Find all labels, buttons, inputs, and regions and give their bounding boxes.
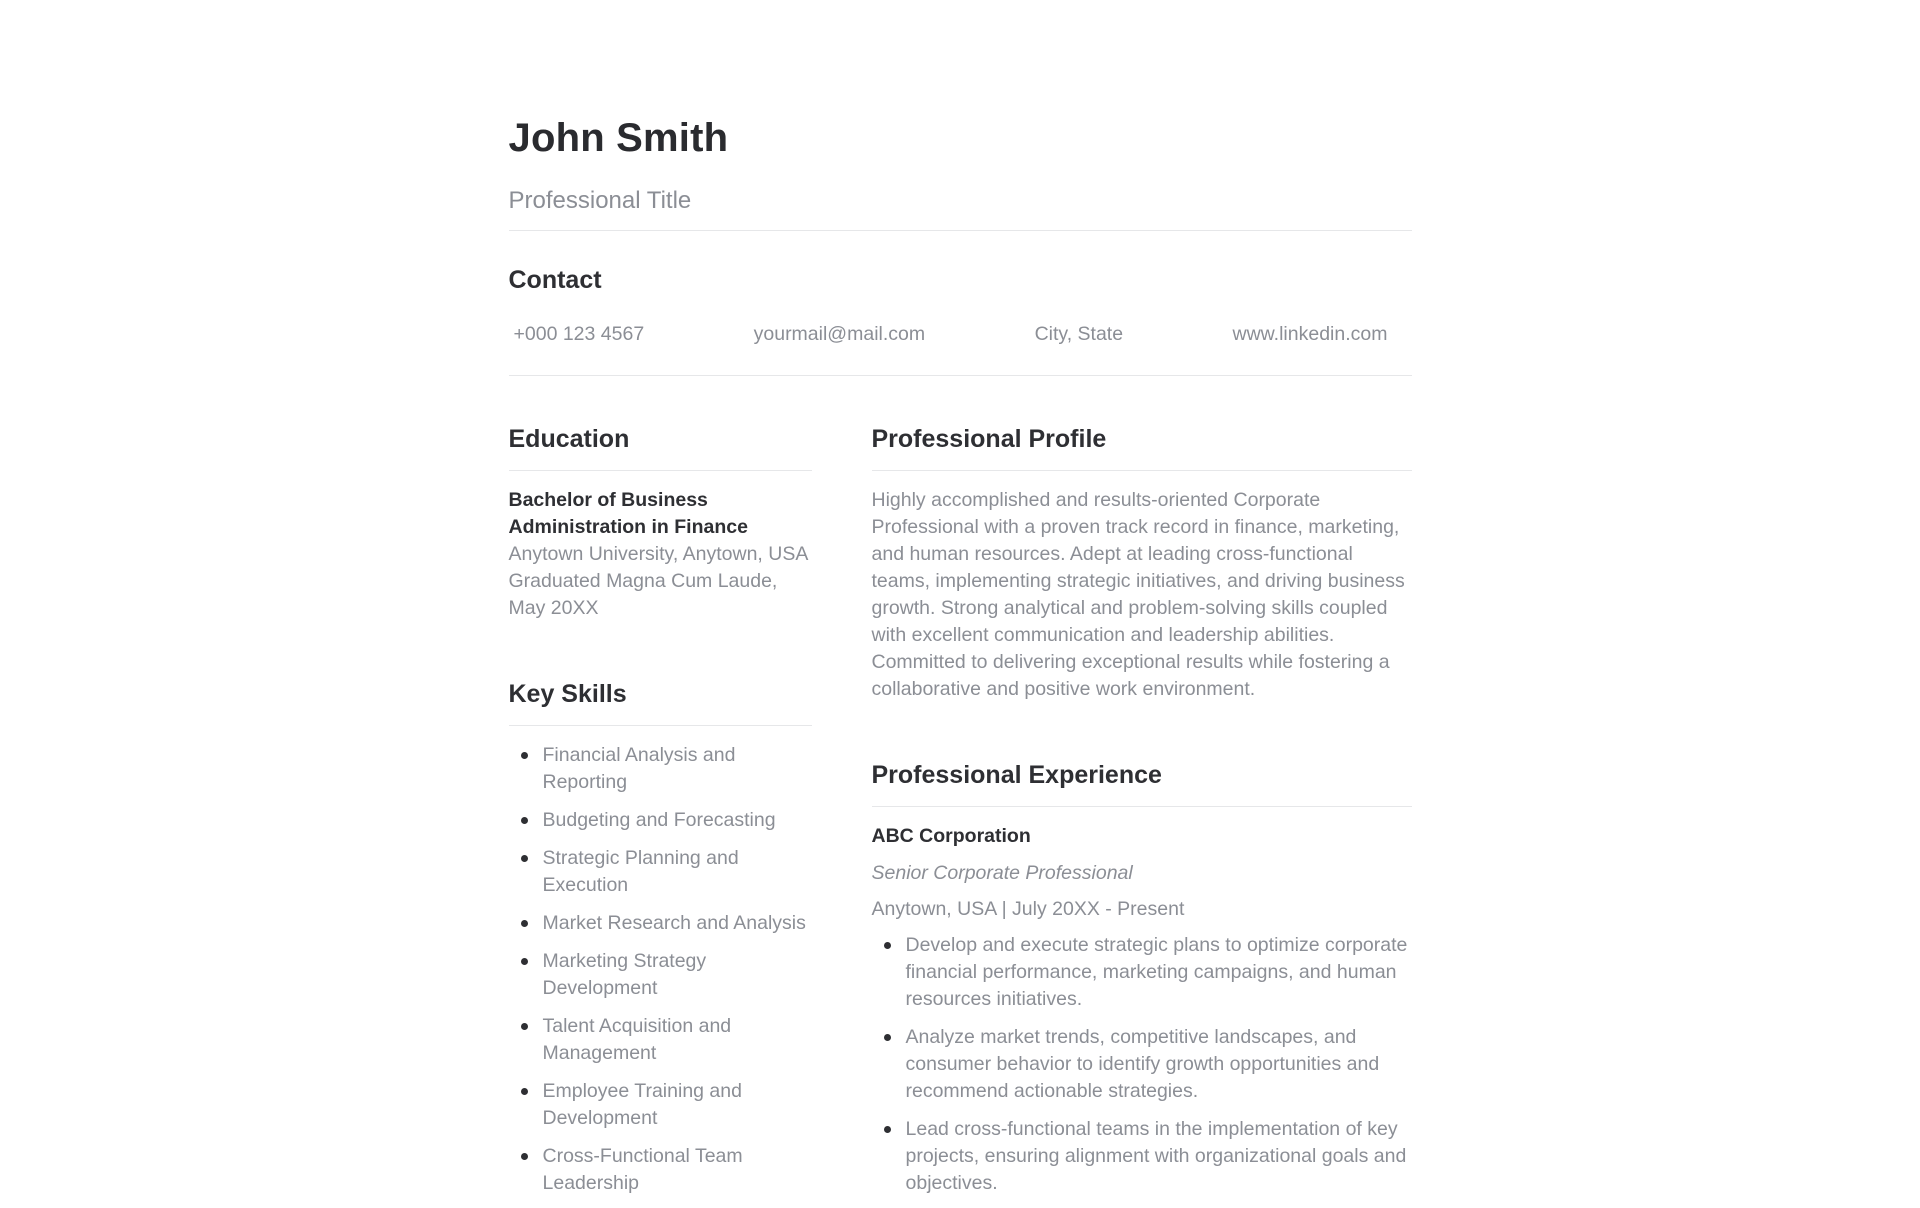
- professional-profile-section: [872, 424, 1412, 703]
- skill-item: Market Research and Analysis: [543, 910, 812, 937]
- contact-item: +000 123 4567: [513, 323, 645, 345]
- experience-bullet: Lead cross-functional teams in the implementation of key projects, ensuring alignment with organizational goals and objectives.: [906, 1116, 1412, 1197]
- name-heading: John Smith: [508, 116, 729, 160]
- skill-item: Strategic Planning and Execution: [543, 845, 812, 899]
- contact-divider: [509, 375, 1412, 376]
- degree-title: Bachelor of Business Administration in Finance: [508, 489, 748, 538]
- header-divider: [509, 230, 1412, 231]
- skill-item: Cross-Functional Team Leadership: [543, 1143, 812, 1197]
- resume-header: [509, 116, 1412, 216]
- role-location-dates: Anytown, USA | July 20XX - Present: [871, 898, 1185, 920]
- company-name: ABC Corporation: [871, 825, 1031, 847]
- school-line: Anytown University, Anytown, USA: [508, 543, 809, 565]
- professional-experience-heading: Professional Experience: [871, 761, 1162, 789]
- education-divider: [509, 470, 812, 471]
- experience-bullet: Develop and execute strategic plans to optimize corporate financial performance, marketing campaigns, and human resources initiatives.: [906, 932, 1412, 1013]
- skills-list: [509, 742, 812, 1197]
- graduation-line: Graduated Magna Cum Laude, May 20XX: [508, 570, 778, 619]
- professional-experience-divider: [872, 806, 1412, 807]
- skill-item: Marketing Strategy Development: [543, 948, 812, 1002]
- skill-item: Talent Acquisition and Management: [543, 1013, 812, 1067]
- professional-profile-heading: Professional Profile: [871, 425, 1107, 453]
- contact-item: www.linkedin.com: [1232, 323, 1388, 345]
- profile-paragraph: Highly accomplished and results-oriented Corporate Professional with a proven track record in finance, marketing, and human resources. Adept at leading cross-functional teams, implementing strategic initiatives, and driving business growth. Strong analytical and problem-solving skills coupled with excellent communication and leadership abilities. Committed to delivering exceptional results while fostering a collaborative and positive work environment.: [871, 489, 1405, 700]
- professional-experience-section: [872, 760, 1412, 1197]
- contact-row: [509, 321, 1412, 348]
- skill-item: Financial Analysis and Reporting: [543, 742, 812, 796]
- contact-section: [509, 265, 1412, 348]
- education-entry: [509, 487, 812, 622]
- contact-heading: Contact: [508, 266, 602, 294]
- skill-item: Budgeting and Forecasting: [543, 807, 812, 834]
- education-section: [509, 424, 812, 622]
- resume-page: [509, 0, 1412, 1208]
- resume-columns: [509, 424, 1412, 1208]
- key-skills-divider: [509, 725, 812, 726]
- role-title: Senior Corporate Professional: [871, 862, 1133, 884]
- contact-item: City, State: [1034, 323, 1124, 345]
- right-column: [872, 424, 1412, 1208]
- professional-title: Professional Title: [508, 187, 692, 214]
- left-column: [509, 424, 812, 1208]
- professional-profile-divider: [872, 470, 1412, 471]
- skill-item: Employee Training and Development: [543, 1078, 812, 1132]
- experience-bullet-list: [872, 932, 1412, 1197]
- key-skills-heading: Key Skills: [508, 680, 627, 708]
- key-skills-section: [509, 679, 812, 1197]
- experience-bullet: Analyze market trends, competitive landscapes, and consumer behavior to identify growth opportunities and recommend actionable strategies.: [906, 1024, 1412, 1105]
- contact-item: yourmail@mail.com: [753, 323, 926, 345]
- education-heading: Education: [508, 425, 630, 453]
